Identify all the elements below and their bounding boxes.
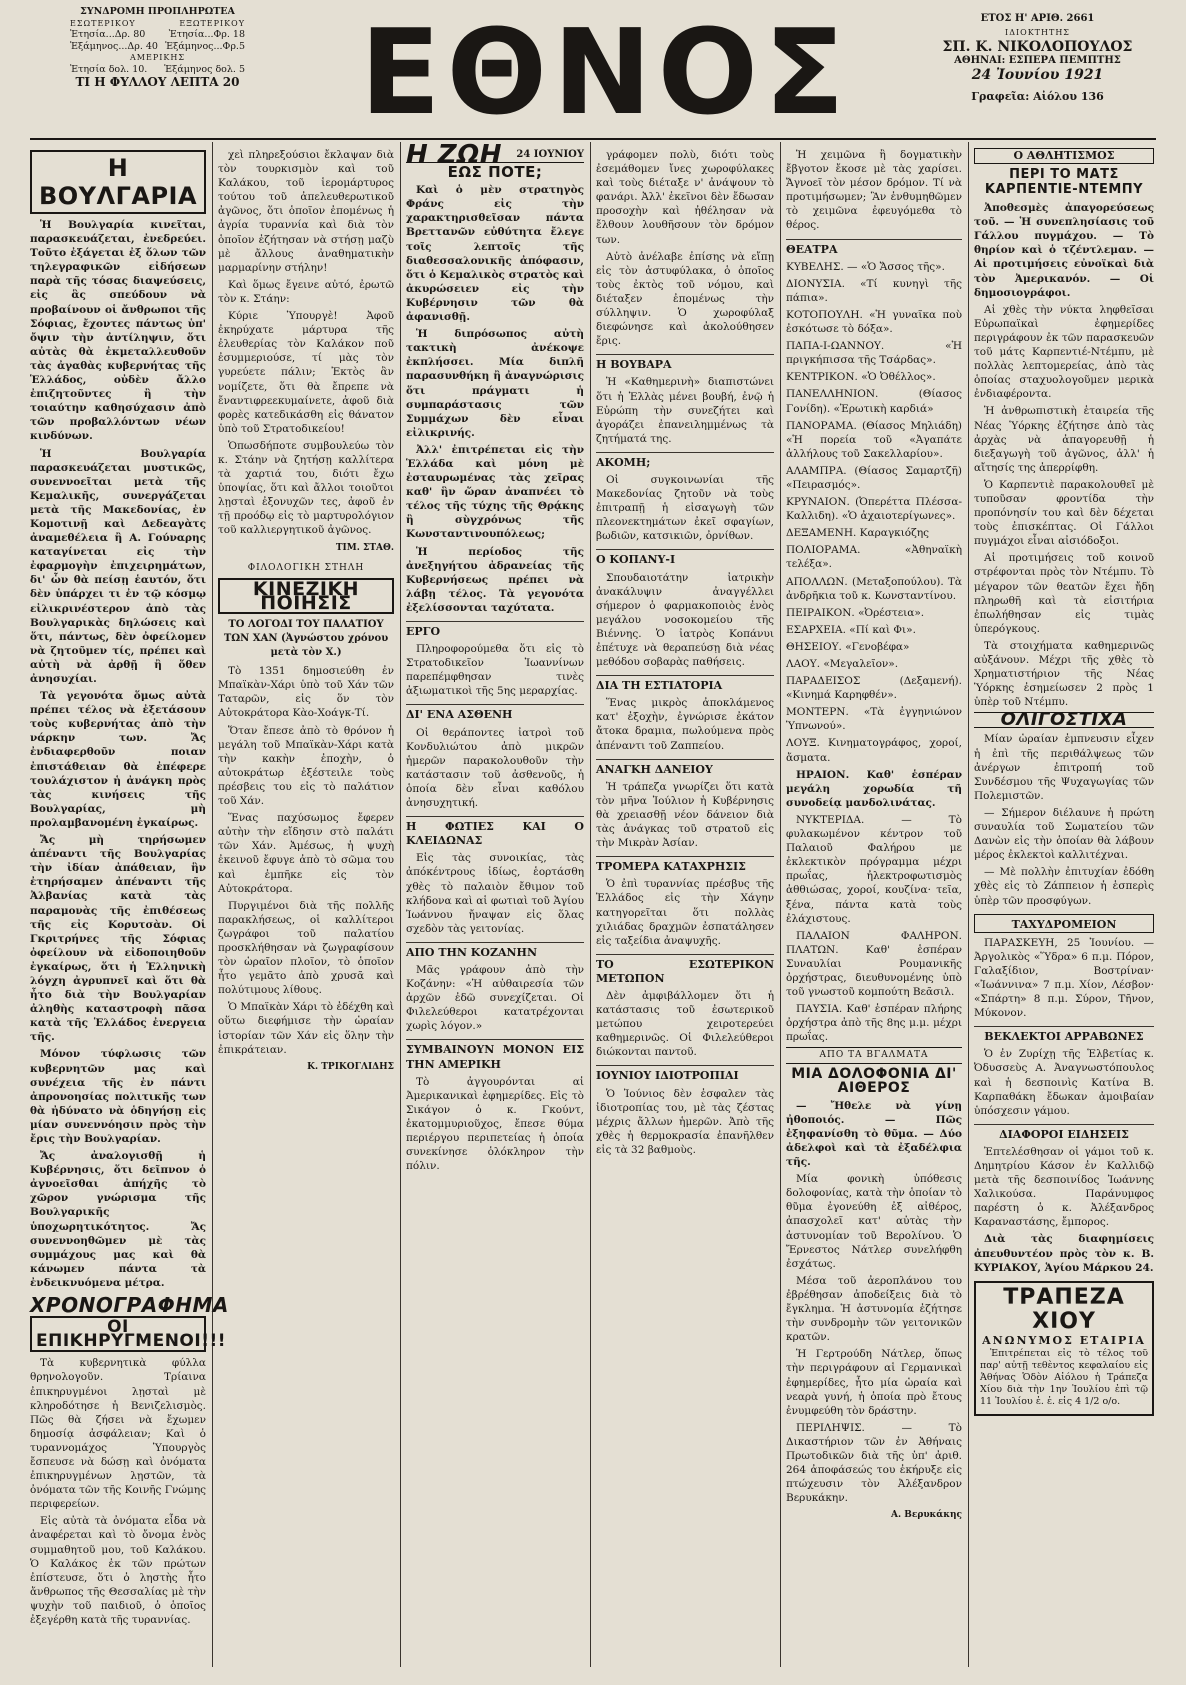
- masthead-rule: [30, 138, 1156, 140]
- chronicle-headline: ΧΡΟΝΟΓΡΑΦΗΜΑ: [30, 1293, 229, 1318]
- article-paragraph: Τὰ γεγονότα ὅμως αὐτὰ πρέπει τέλος νὰ ἐξετάσουν τοὺς κυβερνήτας ἀπὸ τὴν νάρκην των. Ἄς ἐνδιαφερθοῦν ποιαν ἐπιστάθειαν θὰ ἐπέφερε τουλάχιστον ἡ ἀνάγκη πρὸς τὰς κινήσεις τῆς Βουλγαρίας, μὴ προλαμβανομένη ἐγκαίρως.: [30, 690, 206, 829]
- article-paragraph: Μόνον τύφλωσις τῶν κυβερνητῶν μας καὶ συνέχεια τῆς ἐν πάντι ἀπρονοησίας πολιτικῆς των θὰ ἠδύνατο νὰ ὁδηγήσῃ εἰς μίαν συνεννόησιν πρὸς τὴν ἔρις τὴν Βουλγαρίαν.: [30, 1048, 206, 1145]
- exterior-label: ΕΞΩΤΕΡΙΚΟΥ: [179, 18, 245, 28]
- owner-name: ΣΠ. Κ. ΝΙΚΟΛΟΠΟΥΛΟΣ: [942, 39, 1133, 55]
- life-headline: Η ΖΩΗ: [406, 140, 503, 170]
- article-paragraph: Δὲν ἀμφιβάλλομεν ὅτι ἡ κατάστασις τοῦ ἐσωτερικοῦ μετώπου χειροτερεύει καθημερινῶς. Οἱ Φιλελεύθεροι διώκονται παντοῦ.: [596, 989, 774, 1059]
- theatre-listing: ΚΥΒΕΛΗΣ. — «Ὁ Ἄσσος τῆς».: [786, 260, 945, 273]
- article-subheads: — Ἤθελε νὰ γίνῃ ἠθοποιός. — Πῶς ἐξηφανίσθη τὸ θῦμα. — Δύο ἀδελφοὶ καὶ τὰ ἐξαδέλφια τῆς.: [786, 1099, 962, 1169]
- subscription-box: [70, 6, 245, 89]
- misc-news-heading: ΔΙΑΦΟΡΟΙ ΕΙΔΗΣΕΙΣ: [974, 1124, 1154, 1142]
- article-paragraph: Ὁπωσδήποτε συμβουλεύω τὸν κ. Στάην νὰ ζητήσῃ καλλίτερα τὰ χαρτιά του, διότι ἔχω ὑποψίας, ὅτι καὶ ἄλλοι τοιοῦτοι λῃσταὶ ἐξονυχῶν τες, ἀφοῦ ἐν τῇ προόδῳ εἰς τὸ μαρτυρολόγιον τοῦ καλλιεργητικοῦ ἀγῶνος.: [218, 439, 394, 537]
- section-heading: ΤΡΟΜΕΡΑ ΚΑΤΑΧΡΗΣΙΣ: [596, 856, 774, 874]
- bank-title: ΤΡΑΠΕΖΑ ΧΙΟΥ: [1003, 1284, 1125, 1334]
- theatre-listing: ΚΕΝΤΡΙΚΟΝ. «Ὁ Ὀθέλλος».: [786, 371, 936, 384]
- publication-info: [935, 12, 1140, 104]
- article-paragraph: Ἡ χειμῶνα ἢ δογματικὴν ἔβγοτον ἔκοσε μὲ τὰς χαρίσει. Ἄγνοεῖ τὸν μέσον δρόμον. Τί νὰ προτιμήσωμεν; Ἂν ἐνθυμηθῶμεν τὸ χειμῶνα ἐφευγόμεθα τὸ θέρος.: [786, 149, 962, 232]
- column-1: [30, 148, 229, 1663]
- section-heading: Ο ΚΟΠΑΝΥ-Ι: [596, 549, 774, 567]
- article-paragraph: Μία φονικὴ ὑπόθεσις δολοφονίας, κατὰ τὴν ὁποίαν τὸ θῦμα ἐγονεύθη ἐξ αἰθέρος, ἀπασχολεῖ κατ' αὐτὰς τὴν ἀστυνομίαν τοῦ Βερολίνου. Ὁ Ἔρνεστος Νάτλερ συνελήφθη ἐσχάτως.: [786, 1173, 962, 1270]
- section-heading: ΑΚΟΜΗ;: [596, 452, 774, 470]
- article-paragraph: Ὁ Καρπεντιὲ παρακολουθεῖ μὲ τυποῦσαν φροντίδα τὴν προπόνησίν του καὶ δὲν δέχεται τοὺς ἐπισκέπτας. Οἱ Γάλλοι πυγμάχοι εἶναι αἰσιόδοξοι.: [974, 478, 1154, 548]
- column-divider: [590, 142, 591, 1667]
- column-divider: [212, 142, 213, 1667]
- column-6: [974, 148, 1154, 1663]
- life-date: 24 ΙΟΥΝΙΟΥ: [516, 149, 584, 160]
- column-divider: [400, 142, 401, 1667]
- article-paragraph: Ἕνας μικρὸς ἀποκλάμενος κατ' ἐξοχὴν, ἐγνώρισε ἐκάτον ἄτοκα δραμια, πωλούμενα πρὸς ἀπέναντι τοῦ Ζαππείου.: [596, 697, 774, 752]
- article-paragraph: Ἕνας παχύσωμος ἔφερεν αὐτὴν τὴν εἴδησιν στὸ παλάτι τῶν Χάν. Ἀμέσως, ἡ ψυχὴ ἐκεινοῦ ἔφυγε ἀπὸ τὸ σῶμα του καὶ ἐμπῆκε εἰς τὸν Αὐτοκράτορα.: [218, 812, 394, 895]
- article-paragraph: Ἡ περίοδος τῆς ἀνεξηγήτου ἀδρανείας τῆς Κυβερνήσεως πρέπει νὰ λάβῃ τέλος. Τὰ γεγονότα ἐξελίσσονται ταχύτατα.: [406, 545, 584, 614]
- article-paragraph: Ὁ ἐπὶ τυραννίας πρέσβυς τῆς Ἑλλάδος εἰς τὴν Χάγην κατηγορεῖται ὅτι πολλὰς χιλιάδας δραχμῶν ἐσπατάλησεν εἰς ταξείδια ἀναψυχῆς.: [596, 878, 774, 947]
- ether-murder-headline: ΜΙΑ ΔΟΛΟΦΟΝΙΑ ΔΙ' ΑΙΘΕΡΟΣ: [791, 1065, 957, 1096]
- sports-label: Ο ΑΘΛΗΤΙΣΜΟΣ: [974, 148, 1154, 164]
- theatre-listing: ΛΟΥΞ. Κινηματογράφος, χοροί, ἄσματα.: [786, 737, 962, 764]
- advertising-note: Διὰ τὰς διαφημίσεις ἀπευθυντέον πρὸς τὸν κ. Β. ΚΥΡΙΑΚΟΥ, Ἁγίου Μάρκου 24.: [974, 1233, 1154, 1274]
- column-3: [406, 140, 584, 1663]
- article-paragraph: Ἡ ἀνθρωπιστικὴ ἑταιρεία τῆς Νέας Ὑόρκης ἐζήτησε ἀπὸ τὰς ἀρχὰς νὰ ἀπαγορευθῇ ἡ διεξαγωγὴ τοῦ ἀγῶνος, ἀλλ' ἡ αἴτησίς της ἀπερρίφθη.: [974, 405, 1154, 474]
- engagements-heading: ΒΕΚΛΕΚΤΟΙ ΑΡΡΑΒΩΝΕΣ: [974, 1026, 1154, 1044]
- interior-year-rate: Ἐτησία...Δρ. 80: [70, 29, 146, 40]
- bulgaria-headline: Η ΒΟΥΛΓΑΡΙΑ: [30, 150, 206, 214]
- theatre-listing: ΠΑΠΑ-Ι-ΩΑΝΝΟΥ. «Ἡ πριγκήπισσα τῆς Τσάρδας».: [786, 340, 962, 367]
- article-paragraph: ΠΕΡΙΛΗΨΙΣ. — Τὸ Δικαστήριον τῶν ἐν Ἀθήναις Πρωτοδικῶν διὰ τῆς ὑπ' ἀριθ. 264 ἀποφάσεώς του ἐκήρυξε εἰς πτώχευσιν τὸν Ἀλέξανδρον Βερυκάκην.: [786, 1421, 962, 1505]
- section-heading: Η ΦΩΤΙΕΣ ΚΑΙ Ο ΚΛΕΙΔΩΝΑΣ: [406, 816, 584, 848]
- theatre-listing: ΑΛΑΜΠΡΑ. (Θίασος Σαμαρτζῆ) «Πειρασμός».: [786, 464, 962, 491]
- article-paragraph: Εἰς τὰς συνοικίας, τὰς ἀπόκέντρους ἰδίως, ἑορτάσθη χθὲς τὸ παλαιὸν ἔθιμον τοῦ κλήδονα καὶ αἱ φωτιαὶ τοῦ Ἁγίου Ἰωάννου ἤναψαν εἰς ὅλας σχεδὸν τὰς γειτονίας.: [406, 852, 584, 935]
- theatre-listing: ΚΡΥΝΑΙΟΝ. (Ὀπερέττα Πλέσσα-Καλλιδη). «Ὁ ἀχαιοτερίγωνες».: [786, 496, 962, 523]
- article-paragraph: Ἡ τράπεζα γνωρίζει ὅτι κατὰ τὸν μῆνα Ἰούλιον ἡ Κυβέρνησις θὰ χρειασθῇ νέον δάνειον διὰ τὰς ἀνάγκας τοῦ στρατοῦ εἰς τὴν Μικρὰν Ἀσίαν.: [596, 780, 774, 850]
- article-paragraph: ΠΑΛΑΙΟΝ ΦΑΛΗΡΟΝ. ΠΛΑΤΩΝ. Καθ' ἑσπέραν Συναυλίαι Ρουμανικῆς ὀρχήστρας, διευθυνομένης ὑπὸ τοῦ γνωστοῦ κομπούτη Βεᾶσιλ.: [786, 929, 962, 999]
- column-5: [786, 148, 962, 1663]
- bank-notice: Ἐπιτρέπεται εἰς τὸ τέλος τοῦ παρ' αὐτῇ τεθὲντος κεφαλαίου εἰς Ἀθήνας Ὁδὸν Αἰόλου ἡ Τράπεζα Χίου διὰ τὴν 1ην Ἰουλίου ἐπὶ τῷ 11 Ἰουλίου ἐ. ἐ. εἰς 4 1/2 ο/ο.: [980, 1347, 1148, 1407]
- article-paragraph: Ἀλλ' ἐπιτρέπεται εἰς τὴν Ἑλλάδα καὶ μόνη μὲ ἐσταυρωμένας τὰς χεῖρας καθ' ἣν ὥραν ἀναπνέει τὸ τέλος τῆς τύχης τῆς Θρᾴκης ἢ σὺγχρόνως τῆς Κωνσταντινουπόλεως;: [406, 443, 584, 541]
- theatre-listing: ΛΑΟΥ. «Μεγαλεῖον».: [786, 658, 899, 670]
- theatre-listing: ΚΟΤΟΠΟΥΛΗ. «Ἡ γυναῖκα ποὺ ἐσκότωσε τὸ δόξα».: [786, 308, 962, 336]
- column-divider: [968, 142, 969, 1667]
- article-paragraph: Κύριε Ὑπουργὲ! Ἀφοῦ ἐκηρύχατε μάρτυρα τῆς ἐλευθερίας τὸν Καλάκον ποῦ ἐσυμμεριούσε, τί μὰς τὸν γυρεύετε πάλιν; Ἐκτὸς ἂν νομίζετε, ὅτι θὰ ἔπρεπε νὰ ἔναντιφρεεκυμαίνετε, ἀφοῦ διὰ φορὲς κατεδικάσθη εἰς θάνατον ὑπὸ τοῦ Στρατοδικείου!: [218, 310, 394, 435]
- article-paragraph: Μίαν ὡραίαν ἐμπνευσιν εἶχεν ἡ ἐπὶ τῆς περιθάλψεως τῶν ἀνέργων ἐπιτροπή τοῦ Συνδέσμου τῆς Ψυχαγωγίας τῶν Πολεμιστῶν.: [974, 733, 1154, 802]
- article-paragraph: Οἱ συγκοινωνίαι τῆς Μακεδονίας ζητοῦν νὰ τοὺς ἐπιτραπῇ ἡ εἰσαγωγὴ τῶν πλεονεκτημάτων ἐκεῖ σφαγίων, βωδιῶν, κατσικιῶν, ὀρνίθων.: [596, 473, 774, 543]
- section-heading: ΕΡΓΟ: [406, 621, 584, 639]
- article-paragraph: Ἡ «Καθημερινὴ» διαπιστώνει ὅτι ἡ Ἑλλὰς μένει βουβή, ἐνῷ ἡ Εὐρώπη τὴν συνεζήτει καὶ ἀγοράζει ἐπανειλημμένως τὰ ζητήματά της.: [596, 376, 774, 445]
- bank-advertisement: [974, 1281, 1154, 1416]
- article-paragraph: Μέσα τοῦ ἀεροπλάνου του ἐβρέθησαν ἀποδείξεις διὰ τὸ ἔγκλημα. Ἡ ἀστυνομία ἐζήτησε τὴν συνδρομὴν τῶν γειτονικῶν κρατῶν.: [786, 1274, 962, 1344]
- column-4: [596, 148, 774, 1663]
- article-paragraph: Αἱ προτιμήσεις τοῦ κοινοῦ στρέφονται πρὸς τὸν Ντέμπυ. Τὸ μέγαρον τῶν θεατῶν ἔχει ἤδη πληρωθῆ καὶ τὰ εἰσιτήρια ἐπωλήθησαν εἰς τιμὰς ὑπερόγκους.: [974, 552, 1154, 635]
- carpentier-dempsey-headline: ΠΕΡΙ ΤΟ ΜΑΤΣ ΚΑΡΠΕΝΤΙΕ-ΝΤΕΜΠΥ: [984, 167, 1144, 198]
- article-paragraph: Ἡ Βουλγαρία κινεῖται, παρασκευάζεται, ἐνεδρεύει. Τοῦτο ἐξάγεται ἐξ ὅλων τῶν τηλεγραφικῶν εἰδήσεων παρὰ τῆς τόσας διαψεύσεις, εἰς ἃς σπεύδουν νὰ προβαίνουν οἱ ἄνθρωποι τῆς Σόφιας, ἔχοντες πάντως ὑπ' ὄψιν τὴν ἀντίληψιν, ὅτι αὐτὰς θὰ ἐκμεταλλευθοῦν τὰς ἀγαθὰς κυβερνήτας τῆς Ἑλλάδος, οὐδὲν ἄλλο ἐπιζητοῦντες ἢ τὴν τοιαύτην καθησύχασιν ἀπὸ τῶν προβαλλόντων νέων κινδύνων.: [30, 219, 206, 443]
- article-paragraph: Ἄς ἀναλογισθῇ ἡ Κυβέρνησις, ὅτι δεῖπνον ὁ ἀγνοεῖσθαι ἀπήχῆς τὸ χῶρον γνώρισμα τῆς Βουλγαρικῆς ὑποχωρητικότητος. Ἄς συνεννοηθῶμεν μὲ τὰς συμμάχους μας καὶ θὰ κάνωμεν πάντα τὰ ἐνδεικνυόμενα μέτρα.: [30, 1150, 206, 1289]
- article-paragraph: Ὁ Μπαϊκὰν Χάρι τὸ ἐδέχθη καὶ οὕτω διεφήμισε τὴν ὡραίαν ἱστορίαν τῶν Χάν εἰς ὅλην τὴν ἐπικράτειαν.: [218, 1001, 394, 1056]
- theatre-listing: ΠΕΙΡΑΙΚΟΝ. «Ὀρέστεια».: [786, 606, 925, 619]
- post-office-heading: ΤΑΧΥΔΡΟΜΕΙΟΝ: [974, 914, 1154, 933]
- article-paragraph: — Μὲ πολλὴν ἐπιτυχίαν ἐδόθη χθὲς εἰς τὸ Ζάππειον ἡ ἑσπερὶς ὑπὲρ τῶν προσφύγων.: [974, 866, 1154, 907]
- section-label: ΦΙΛΟΛΟΓΙΚΗ ΣΤΗΛΗ: [247, 562, 365, 573]
- theatre-listing: ΜΟΝΤΕΡΝ. «Τὰ ἐγγηνιώνον Ὑπνωνού».: [786, 706, 962, 733]
- interior-6m-rate: Ἑξάμηνος...Δρ. 40: [70, 40, 158, 52]
- subscription-header: ΣΥΝΔΡΟΜΗ ΠΡΟΠΛΗΡΩΤΕΑ: [80, 6, 235, 17]
- article-subheads: Ἀποθεσμὲς ἀπαγορεύσεως τοῦ. — Ἡ συνεπλησίασις τοῦ Γάλλου πυγμάχου. — Τὸ θηρίον καὶ ὁ τζέντλεμαν. — Αἱ προτιμήσεις εὐνοϊκαὶ διὰ τὸν Ἀμερικανόν. — Οἱ δημοσιογράφοι.: [974, 202, 1154, 299]
- article-paragraph: Ὁ Ἰούνιος δὲν ἐσφαλεν τὰς ἰδιοτροπίας του, μὲ τὰς ζέστας μέχρις ἄλλων ἡμερῶν. Ἀπὸ τῆς χθὲς ἡ θερμοκρασία ἐπανῆλθεν εἰς τὰ 32 βαθμοὺς.: [596, 1087, 774, 1156]
- theatre-listing: ΑΠΟΛΛΩΝ. (Μεταξοπούλου). Τὰ ἀνδρῆκια τοῦ κ. Κωνσταντίνου.: [786, 575, 962, 602]
- america-6m-rate: Ἑξάμηνος δολ. 5: [164, 63, 245, 75]
- theatre-listing: ΕΣΑΡΧΕΙΑ. «Πί καὶ Φι».: [786, 623, 916, 636]
- america-label: ΑΜΕΡΙΚΗΣ: [130, 53, 185, 62]
- article-paragraph: Ἡ Γερτρούδη Νάτλερ, ὅπως τὴν περιγράφουν αἱ Γερμανικαὶ ἐφημερίδες, ἦτο μία ὡραία καὶ νεαρὰ γυνή, ἡ ὁποία πρὸ ἔτους ἐνυμφεύθη τὸν δράστην.: [786, 1348, 962, 1417]
- year-issue: ΕΤΟΣ Η' ΑΡΙΘ. 2661: [980, 13, 1095, 24]
- article-paragraph: Μᾶς γράφουν ἀπὸ τὴν Κοζάνην: «Ἡ αὐθαιρεσία τῶν ἀρχῶν ἐδῶ συνεχίζεται. Οἱ Φιλελεύθεροι κατατρέχονται χωρὶς λόγον.»: [406, 963, 584, 1033]
- chinese-poetry-headline: ΚΙΝΕΖΙΚΗ ΠΟΙΗΣΙΣ: [218, 578, 394, 614]
- article-paragraph: Αὐτὸ ἀνέλαβε ἐπίσης νὰ εἴπῃ εἰς τὸν ἀστυφύλακα, ὁ ὁποῖος τοὺς ἐκτὸς τοῦ νόμου, καὶ διέταξεν ἐπομένως τὴν σύλληψιν. Ὁ χωροφύλαξ διεφώνησε καὶ ἀκολούθησεν ἔρις.: [596, 250, 774, 348]
- issue-date: 24 Ἰουνίου 1921: [971, 67, 1104, 83]
- author-signature: Κ. ΤΡΙΚΟΓΛΙΔΗΣ: [307, 1061, 394, 1072]
- article-paragraph: ΠΑΡΑΣΚΕΥΗ, 25 Ἰουνίου. — Ἀργολικὸς «Ὕδρα» 6 π.μ. Πόρον, Γαλαξίδιον, Βοστρίναν· «Ἰωάννινα» 7 π.μ. Χίον, Λέσβον· «Σπάρτη» 8 π.μ. Σύρον, Τῆνον, Μύκονον.: [974, 936, 1154, 1020]
- section-heading: ΙΟΥΝΙΟΥ ΙΔΙΟΤΡΟΠΙΑΙ: [596, 1065, 774, 1083]
- theatre-listing: ΠΟΛΙΟΡΑΜΑ. «Ἀθηναϊκὴ τελέξα».: [786, 544, 962, 571]
- article-paragraph: Ὁ ἐν Ζυρίχῃ τῆς Ἑλβετίας κ. Ὀδυσσεὺς Α. Ἀναγνωστόπουλος καὶ ἡ δεσποινὶς Κατίνα Β. Καρπαθάκη ἔδωκαν ἀμοιβαίαν ὑπόσχεσιν γάμου.: [974, 1048, 1154, 1117]
- article-paragraph: Τὸ 1351 δημοσιεύθη ἐν Μπαϊκὰν-Χάρι ὑπὸ τοῦ Χάν τῶν Ταταρῶν, εἰς ὅν τὸν Αὐτοκράτορα Κὰο-Χοάγκ-Τί.: [218, 665, 394, 720]
- article-paragraph: ΠΑΥΣΙΑ. Καθ' ἑσπέραν πλήρης ὀρχήστρα ἀπὸ τῆς 8ης μ.μ. μέχρι πρωΐας.: [786, 1003, 962, 1044]
- newspaper-title: ΕΘΝΟΣ: [360, 3, 851, 141]
- section-heading: ΔΙΑ ΤΗ ΕΣΤΙΑΤΟΡΙΑ: [596, 675, 774, 693]
- theatre-listing: ΠΑΝΕΛΛΗΝΙΟΝ. (Θίασος Γονίδη). «Ἐρωτικὴ καρδιά»: [786, 388, 962, 415]
- bank-subtitle: ΑΝΩΝΥΜΟΣ ΕΤΑΙΡΙΑ: [982, 1333, 1146, 1347]
- interior-label: ΕΣΩΤΕΡΙΚΟΥ: [70, 18, 136, 28]
- article-paragraph: Εἰς αὐτὰ τὰ ὀνόματα εἶδα νὰ ἀναφέρεται καὶ τὸ ὄνομα ἑνὸς συμμαθητοῦ μου, τοῦ Καλάκου. Ὁ Καλάκος ἐκ τῶν πρώτων ἐπίστευσε, ὅτι ὁ ληστὴς ἦτο ἄνθρωπος τῆς Θεσσαλίας μὲ τὴν ψυχὴν τοῦ παιδιοῦ, ὁ ὁποῖος ἐξεγέρθη κατὰ τῆς τυραννίας.: [30, 1515, 206, 1626]
- exterior-6m-rate: Ἑξάμηνος...Φρ.5: [165, 40, 245, 52]
- article-paragraph: Καὶ ὅμως ἔγεινε αὐτό, ἐρωτῶ τὸν κ. Στάην:: [218, 278, 394, 305]
- article-paragraph: Ἡ διπρόσωπος αὐτὴ τακτικὴ ἀνέκοψε ἐκπλήσσει. Μία διπλῆ παρασυνθήκη ἢ ἀναγνώρισις ὅτι πράγματι ἡ συμπαράστασις τῶν Συμμάχων δὲν εἶναι εἰλικρινής.: [406, 328, 584, 439]
- owner-label: ΙΔΙΟΚΤΗΤΗΣ: [1005, 28, 1070, 37]
- article-paragraph: Ἄς μὴ τηρήσωμεν ἀπέναντι τῆς Βουλγαρίας τὴν ἰδίαν ἀπάθειαν, ἣν ἐτηρήσαμεν ἀπέναντι τῆς Ἀλβανίας κατὰ τὰς παραμονὰς τῆς ἐπιθέσεως τῆς εἰς Κορυτσὰν. Οἱ Γκριτρήνες τῆς Σόφιας ὀφείλουν νὰ εἰδοποιηθοῦν ἐγκαίρως, ὅτι ἡ Ἑλληνικὴ λόγχη ἀγρυπνεῖ καὶ ὅτι θὰ ἦτο διὰ τὴν Βουλγαρίαν ἀληθὴς καταστροφὴ πᾶσα κατὰ τῆς Ἑλλάδος ἐνεργεια τῆς.: [30, 834, 206, 1044]
- column-2: [218, 148, 394, 1663]
- article-paragraph: Ἡ Βουλγαρία παρασκευάζεται μυστικῶς, συνεννοεῖται μετὰ τῆς Κεμαλικῆς, συνεργάζεται μετὰ τῆς Μακεδονίας, ἐν Κομοτινῇ καὶ Δεδεαγὰτς ἀναμεθέλεια ἢ Α. Γούναρης καταγίνεται εἰς τὴν ἐφαρμογὴν ἐπιχειρημάτων, δι' ὧν θὰ πείσῃ ἑαυτόν, ὅτι δὲν ὑπάρχει τι ἐν τῷ κόσμῳ εἰλικρινέστερον ἀπὸ τὰς Βουλγαρικὰς δηλώσεις καὶ ὅτι, πάντως, δὲν ὀφείλομεν νὰ ζητοῦμεν τίς, πρέπει καὶ αὐτὴ νὰ ἀρθῇ ἢ ὅθεν ἀνησυχίαι.: [30, 447, 206, 685]
- poem-title: ΤΟ ΛΟΓΟΔΙ ΤΟΥ ΠΑΛΑΤΙΟΥ ΤΩΝ ΧΑΝ (Ἀγνώστου χρόνου μετὰ τὸν Χ.): [223, 618, 389, 659]
- brief-news-headline: ΟΛΙΓΟΣΤΙΧΑ: [974, 712, 1154, 728]
- edition-place: ΑΘΗΝΑΙ: ΕΣΠΕΡΑ ΠΕΜΠΤΗΣ: [954, 55, 1121, 66]
- section-heading: ΔΙ' ΕΝΑ ΑΣΘΕΝΗ: [406, 704, 584, 722]
- article-paragraph: ΝΥΚΤΕΡΙΔΑ. — Τὸ φυλακωμένον κέντρον τοῦ Παλαιοῦ Φαλήρου με ἐκλεκτικὸν πρόγραμμα μέχρι πρωΐας, ἠλεκτροφωτισμὸς ἀθθιώσας, χοροί, κουζίνα· τεῖα, ξένα, πάντα κατὰ τοὺς ἐλάχιστους.: [786, 813, 962, 925]
- america-year-rate: Ἐτησία δολ. 10.: [70, 63, 148, 75]
- section-heading: ΣΥΜΒΑΙΝΟΥΝ ΜΟΝΟΝ ΕΙΣ ΤΗΝ ΑΜΕΡΙΚΗ: [406, 1039, 584, 1071]
- author-signature: Α. Βερυκάκης: [891, 1510, 962, 1521]
- until-when-headline: ΕΩΣ ΠΟΤΕ;: [447, 163, 543, 182]
- section-heading: ΤΟ ΕΣΩΤΕΡΙΚΟΝ ΜΕΤΩΠΟΝ: [596, 954, 774, 986]
- article-paragraph: Τὰ στοιχήματα καθημερινῶς αὐξάνουν. Μέχρι τῆς χθὲς τὸ Χρηματιστήριον τῆς Νέας Ὑόρκης ἐσημείωσεν 2 πρὸς 1 ὑπὲρ τοῦ Ντέμπυ.: [974, 639, 1154, 709]
- exterior-year-rate: Ἐτησία...Φρ. 18: [168, 29, 245, 40]
- section-label: ΑΠΟ ΤΑ ΒΓΑΛΜΑΤΑ: [786, 1047, 962, 1063]
- theatre-listing: ΠΑΝΟΡΑΜΑ. (Θίασος Μηλιάδη) «Ἡ πορεία τοῦ «Ἀγαπάτε ἀλλήλους τοῦ Σακελλαρίου».: [786, 419, 962, 460]
- theatre-listing: ΠΑΡΑΔΕΙΣΟΣ (Δεξαμενή). «Κινημά Καρηφθέν».: [786, 675, 962, 702]
- article-paragraph: Οἱ θεράποντες ἰατροὶ τοῦ Κονδυλιώτου ἀπὸ μικρῶν ἡμερῶν παρακολουθοῦν τὴν κατάστασιν τοῦ ἀσθενοῦς, ἡ ὁποία δὲν εἶναι καθόλου ἀνησυχητική.: [406, 726, 584, 810]
- column-divider: [780, 142, 781, 1667]
- article-paragraph: χεὶ πληρεξούσιοι ἔκλαψαν διὰ τὸν τουρκισμὸν καὶ τοῦ Καλάκου, τοῦ ἱερομάρτυρος τούτου τοῦ ἀπελευθερωτικοῦ ἀγῶνος, ὅτι ὁποῖον ἐπομένως ἡ ἀγρία τυραννία καὶ διὰ τὸν ὁποῖον ἐζήτησαν νὰ στήσῃ μαζὺ μὲ ἄλλους ἀναθηματικὴν μαρμαρίνην στήλην!: [218, 149, 394, 274]
- issue-price: ΤΙ Η ΦΥΛΛΟΥ ΛΕΠΤΑ 20: [75, 75, 240, 89]
- article-paragraph: ΗΡΑΙΟΝ. Καθ' ἑσπέραν μεγάλη χορωδία τῆ συνοδείᾳ μανδολινάτας.: [786, 768, 962, 809]
- article-paragraph: Πυργιμένοι διὰ τῆς πολλῆς παρακλήσεως, οἱ καλλίτεροι ζωγράφοι τοῦ παλατίου προσκλήθησαν νὰ ζωγραφίσουν τὸν ὡραῖον πλοῖον, τὸ ὁποῖον ἦτο γεμᾶτο ἀπὸ χρυσᾶ καὶ πολύτιμους λίθους.: [218, 899, 394, 997]
- author-signature: ΤΙΜ. ΣΤΑΘ.: [335, 542, 394, 553]
- theatre-listing: ΔΙΟΝΥΣΙΑ. «Τί κυνηγὶ τῆς πάπια».: [786, 277, 962, 304]
- article-paragraph: Τὸ ἀγγουρόνται αἱ Ἀμερικανικαὶ ἐφημερίδες. Εἰς τὸ Σικάγον ὁ κ. Γκούντ, ἑκατομμυριοῦχος, ἔπεσε θύμα περιέργου περιπετείας ἡ ὁποία συνεκίνησε ὁλόκληρον τὴν πόλιν.: [406, 1075, 584, 1173]
- theatres-heading: ΘΕΑΤΡΑ: [786, 239, 962, 257]
- article-paragraph: Πληροφορούμεθα ὅτι εἰς τὸ Στρατοδικεῖον Ἰωαννίνων παρεπέμφθησαν τινὲς ἀξιωματικοὶ τῆς 5ης μεραρχίας.: [406, 643, 584, 698]
- section-heading: ΑΝΑΓΚΗ ΔΑΝΕΙΟΥ: [596, 759, 774, 777]
- article-paragraph: — Σήμερον διέλαυνε ἡ πρώτη συναυλία τοῦ Σωματείου τῶν Δανὼν εἰς τὴν ὁποίαν θὰ λάβουν μέρος ἐκλεκτοὶ καλλιτέχναι.: [974, 806, 1154, 862]
- theatre-listing: ΔΕΞΑΜΕΝΗ. Καραγκιόζης: [786, 527, 929, 540]
- section-heading: ΑΠΟ ΤΗΝ ΚΟΖΑΝΗΝ: [406, 942, 584, 960]
- article-paragraph: Ἐπτελέσθησαν οἱ γάμοι τοῦ κ. Δημητρίου Κάσον ἐν Καλλιδῷ μετὰ τῆς δεσποινίδος Ἰωάννης Χαλικούσα. Παράνυμφος παρέστη ὁ κ. Ἀλέξανδρος Καραναστάσης, ἔμπορος.: [974, 1145, 1154, 1229]
- article-paragraph: Καὶ ὁ μὲν στρατηγὸς Φράνς εἰς τὴν χαρακτηρισθεῖσαν πάντα Βρεττανῶν εὐθύτητα ἔλεγε τοῖς λεπτοῖς τῆς διαθεσσαλονικῆς ἀπόφασιν, ὅτι ὁ Κεμαλικὸς στρατὸς καὶ ἀκυρώσειεν εἰς τὴν Κυβέρνησιν τῶν θὰ ἀφανισθῇ.: [406, 184, 584, 324]
- theatre-listing: ΘΗΣΕΙΟΥ. «Γενοβέφα»: [786, 640, 910, 653]
- article-paragraph: Αἱ χθὲς τὴν νύκτα ληφθεῖσαι Εὐρωπαϊκαὶ ἐφημερίδες περιγράφουν ἐκ τῶν παρασκευῶν τοῦ μάτς Καρπεντιέ-Ντέμπυ, μὲ πολλὰς λεπτομερείας, ἀπὸ τὰς ὁποίας σταχυολογοῦμεν μερικὰ ἐνδιαφέροντα.: [974, 303, 1154, 401]
- outlaws-headline: ΟΙ ΕΠΙΚΗΡΥΓΜΕΝΟΙ!!!: [30, 1316, 206, 1352]
- article-paragraph: Ὅταν ἔπεσε ἀπὸ τὸ θρόνον ἡ μεγάλη τοῦ Μπαϊκὰν-Χάρι κατὰ τὴν κακὴν ἐποχὴν, ὁ αὐτοκράτωρ ἐξέστειλε τοὺς πρέσβεις του εἰς τὸ παλάτιον τοῦ Χάν.: [218, 724, 394, 808]
- article-paragraph: Σπουδαιοτάτην ἰατρικὴν ἀνακάλυψιν ἀναγγέλλει σήμερον ὁ φαρμακοποιὸς ἐνὸς μεγάλου νοσοκομείου τῆς Βιέννης. Ὁ ἰατρὸς Κοπάνυι ἐπέτυχε νὰ θεραπεύσῃ διὰ νέας μεθόδου σοβαρὰς παθήσεις.: [596, 571, 774, 669]
- article-paragraph: γράφομεν πολὺ, διότι τοὺς ἐσεμάθομεν ἴνες χωροφύλακες καὶ τοὺς διέταξε ν' ἀνάψουν τὸ φανάρι. Ἀλλ' ἐκεῖνοι δὲν ἔδωσαν προσοχὴν καὶ ἠθέλησαν νὰ ἔλθουν λουθῆσουν τὸν δρόμον των.: [596, 149, 774, 246]
- section-heading: Η ΒΟΥΒΑΡΑ: [596, 354, 774, 372]
- article-paragraph: Τὰ κυβερνητικὰ φύλλα θρηνολογοῦν. Τρίαινα ἐπικηρυγμένοι λῃσταὶ μὲ κληροδότησε ἡ Βενιζελισμὸς. Πῶς θὰ ζήσει νὰ ἔχωμεν δημοσίᾳ ἀσφάλειαν; Καὶ ὁ τυραννομάχος Ὑπουργὸς ἔσπευσε νὰ δώσῃ καὶ ὀνόματα ἐπικηρυγμένων λῃστῶν, τὰ ὀνόματα τῶν τῆς Κοινῆς Γνώμης περιφερείων.: [30, 1357, 206, 1511]
- office-address: Γραφεῖα: Αἰόλου 136: [971, 90, 1104, 103]
